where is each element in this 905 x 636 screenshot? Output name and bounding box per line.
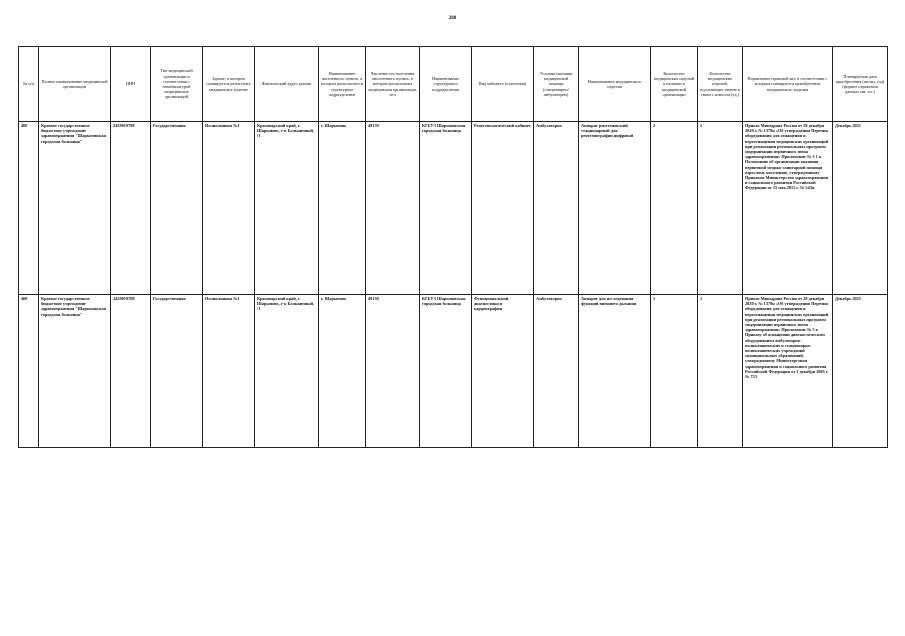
header-device: Наименование медицинского изделия bbox=[579, 47, 651, 122]
cell-device: Аппарат для исследования функций внешнего дыхания bbox=[579, 295, 651, 448]
cell-device: Аппарат рентгеновский стационарный для рентгенографии цифровой bbox=[579, 122, 651, 295]
cell-inn: 2459019708 bbox=[111, 295, 151, 448]
cell-qty-available: 2 bbox=[651, 122, 698, 295]
cell-qty-replace: 1 bbox=[698, 122, 743, 295]
cell-building: Поликлиника №1 bbox=[203, 295, 255, 448]
cell-planned-date: Декабрь 2021 bbox=[833, 122, 888, 295]
cell-qty-replace: 1 bbox=[698, 295, 743, 448]
header-inn: ИНН bbox=[111, 47, 151, 122]
cell-address: Красноярский край, г. Шарыпово, г-к Больничный, /1 bbox=[255, 295, 319, 448]
header-building: Здание, в котором планируется разместить медицинское изделие bbox=[203, 47, 255, 122]
cell-conditions: Амбулаторно bbox=[534, 122, 579, 295]
header-address: Фактический адрес здания bbox=[255, 47, 319, 122]
header-cabinet: Вид кабинета (отделения) bbox=[472, 47, 534, 122]
cell-division: КГБУЗ Шарыповская городская больница bbox=[420, 122, 472, 295]
cell-cabinet: Функциональной диагностики и кардиографии bbox=[472, 295, 534, 448]
header-num: № п/п bbox=[19, 47, 39, 122]
cell-qty-available: 1 bbox=[651, 295, 698, 448]
cell-num: 469 bbox=[19, 295, 39, 448]
cell-address: Красноярский край, г. Шарыпово, г-к Больничный, /1 bbox=[255, 122, 319, 295]
cell-cabinet: Рентгенологический кабинет bbox=[472, 122, 534, 295]
header-legal-act: Нормативно-правовой акт, в соответствии с которым планируется приобретение медицинского изделия bbox=[743, 47, 833, 122]
header-division: Наименование структурного подразделения bbox=[420, 47, 472, 122]
header-qty-available: Количество медицинских изделий в наличии в медицинской организации bbox=[651, 47, 698, 122]
cell-org-name: Краевое государственное бюджетное учреждение здравоохранения "Шарыповская городская больница" bbox=[39, 122, 111, 295]
header-org-name: Полное наименование медицинской организации bbox=[39, 47, 111, 122]
page-number: 288 bbox=[448, 16, 457, 21]
cell-locality: г. Шарыпово bbox=[319, 122, 366, 295]
cell-inn: 2459019708 bbox=[111, 122, 151, 295]
header-locality: Наименование населенного пункта, в котором располагается структурное подразделение bbox=[319, 47, 366, 122]
medical-equipment-table bbox=[18, 46, 888, 448]
cell-org-type: Государственная bbox=[151, 295, 203, 448]
cell-building: Поликлиника №1 bbox=[203, 122, 255, 295]
header-org-type: Тип медицинской организации в соответствии с номенклатурой медицинских организаций bbox=[151, 47, 203, 122]
cell-conditions: Амбулаторно bbox=[534, 295, 579, 448]
cell-legal-act: Приказ Минздрава России от 28 декабря 2020 г. № 1379н «Об утверждении Перечня оборудования для оснащения и переоснащения медицинских организаций при реализации региональных программ модернизации первичного звена здравоохранения» Приложение № 3 1 к Положению об организации оказания первичной медико-санитарной помощи взрослому населению, утвержденному Приказом Министерства здравоохранения и социального развития Российской Федерации от 15 мая 2012 г. № 543н bbox=[743, 122, 833, 295]
cell-population: 49139 bbox=[366, 122, 420, 295]
cell-org-name: Краевое государственное бюджетное учреждение здравоохранения "Шарыповская городская больница" bbox=[39, 295, 111, 448]
cell-legal-act: Приказ Минздрава России от 28 декабря 2020 г. № 1379н «Об утверждении Перечня оборудования для оснащения и переоснащения медицинских организаций при реализации региональных программ модернизации первичного звена здравоохранения» Приложение № 3 к Приказу об оснащении диагностическим оборудованием амбулаторно-поликлинических и стационарно-поликлинических учреждений муниципальных образований, утвержденному Министерством здравоохранения и социального развития Российской Федерации от 1 декабря 2005 г. № 753 bbox=[743, 295, 833, 448]
header-planned-date: Планируемая дата приобретения (месяц, год) (формат отражения данных мм. ггг.) bbox=[833, 47, 888, 122]
cell-division: КГБУЗ Шарыповская городская больница bbox=[420, 295, 472, 448]
cell-locality: г. Шарыпово bbox=[319, 295, 366, 448]
header-population: Численность населения населенного пункта, в котором расположена медицинская организация, чел bbox=[366, 47, 420, 122]
cell-org-type: Государственная bbox=[151, 122, 203, 295]
cell-planned-date: Декабрь 2025 bbox=[833, 295, 888, 448]
table-header-row bbox=[19, 47, 888, 122]
cell-population: 49139 bbox=[366, 295, 420, 448]
cell-num: 468 bbox=[19, 122, 39, 295]
header-conditions: Условия оказания медицинской помощи (стационарно/ амбулаторно) bbox=[534, 47, 579, 122]
header-qty-replace: Количество медицинских изделий, подлежащих замене в связи с износом (ед.) bbox=[698, 47, 743, 122]
table-row bbox=[19, 295, 888, 448]
table-row bbox=[19, 122, 888, 295]
